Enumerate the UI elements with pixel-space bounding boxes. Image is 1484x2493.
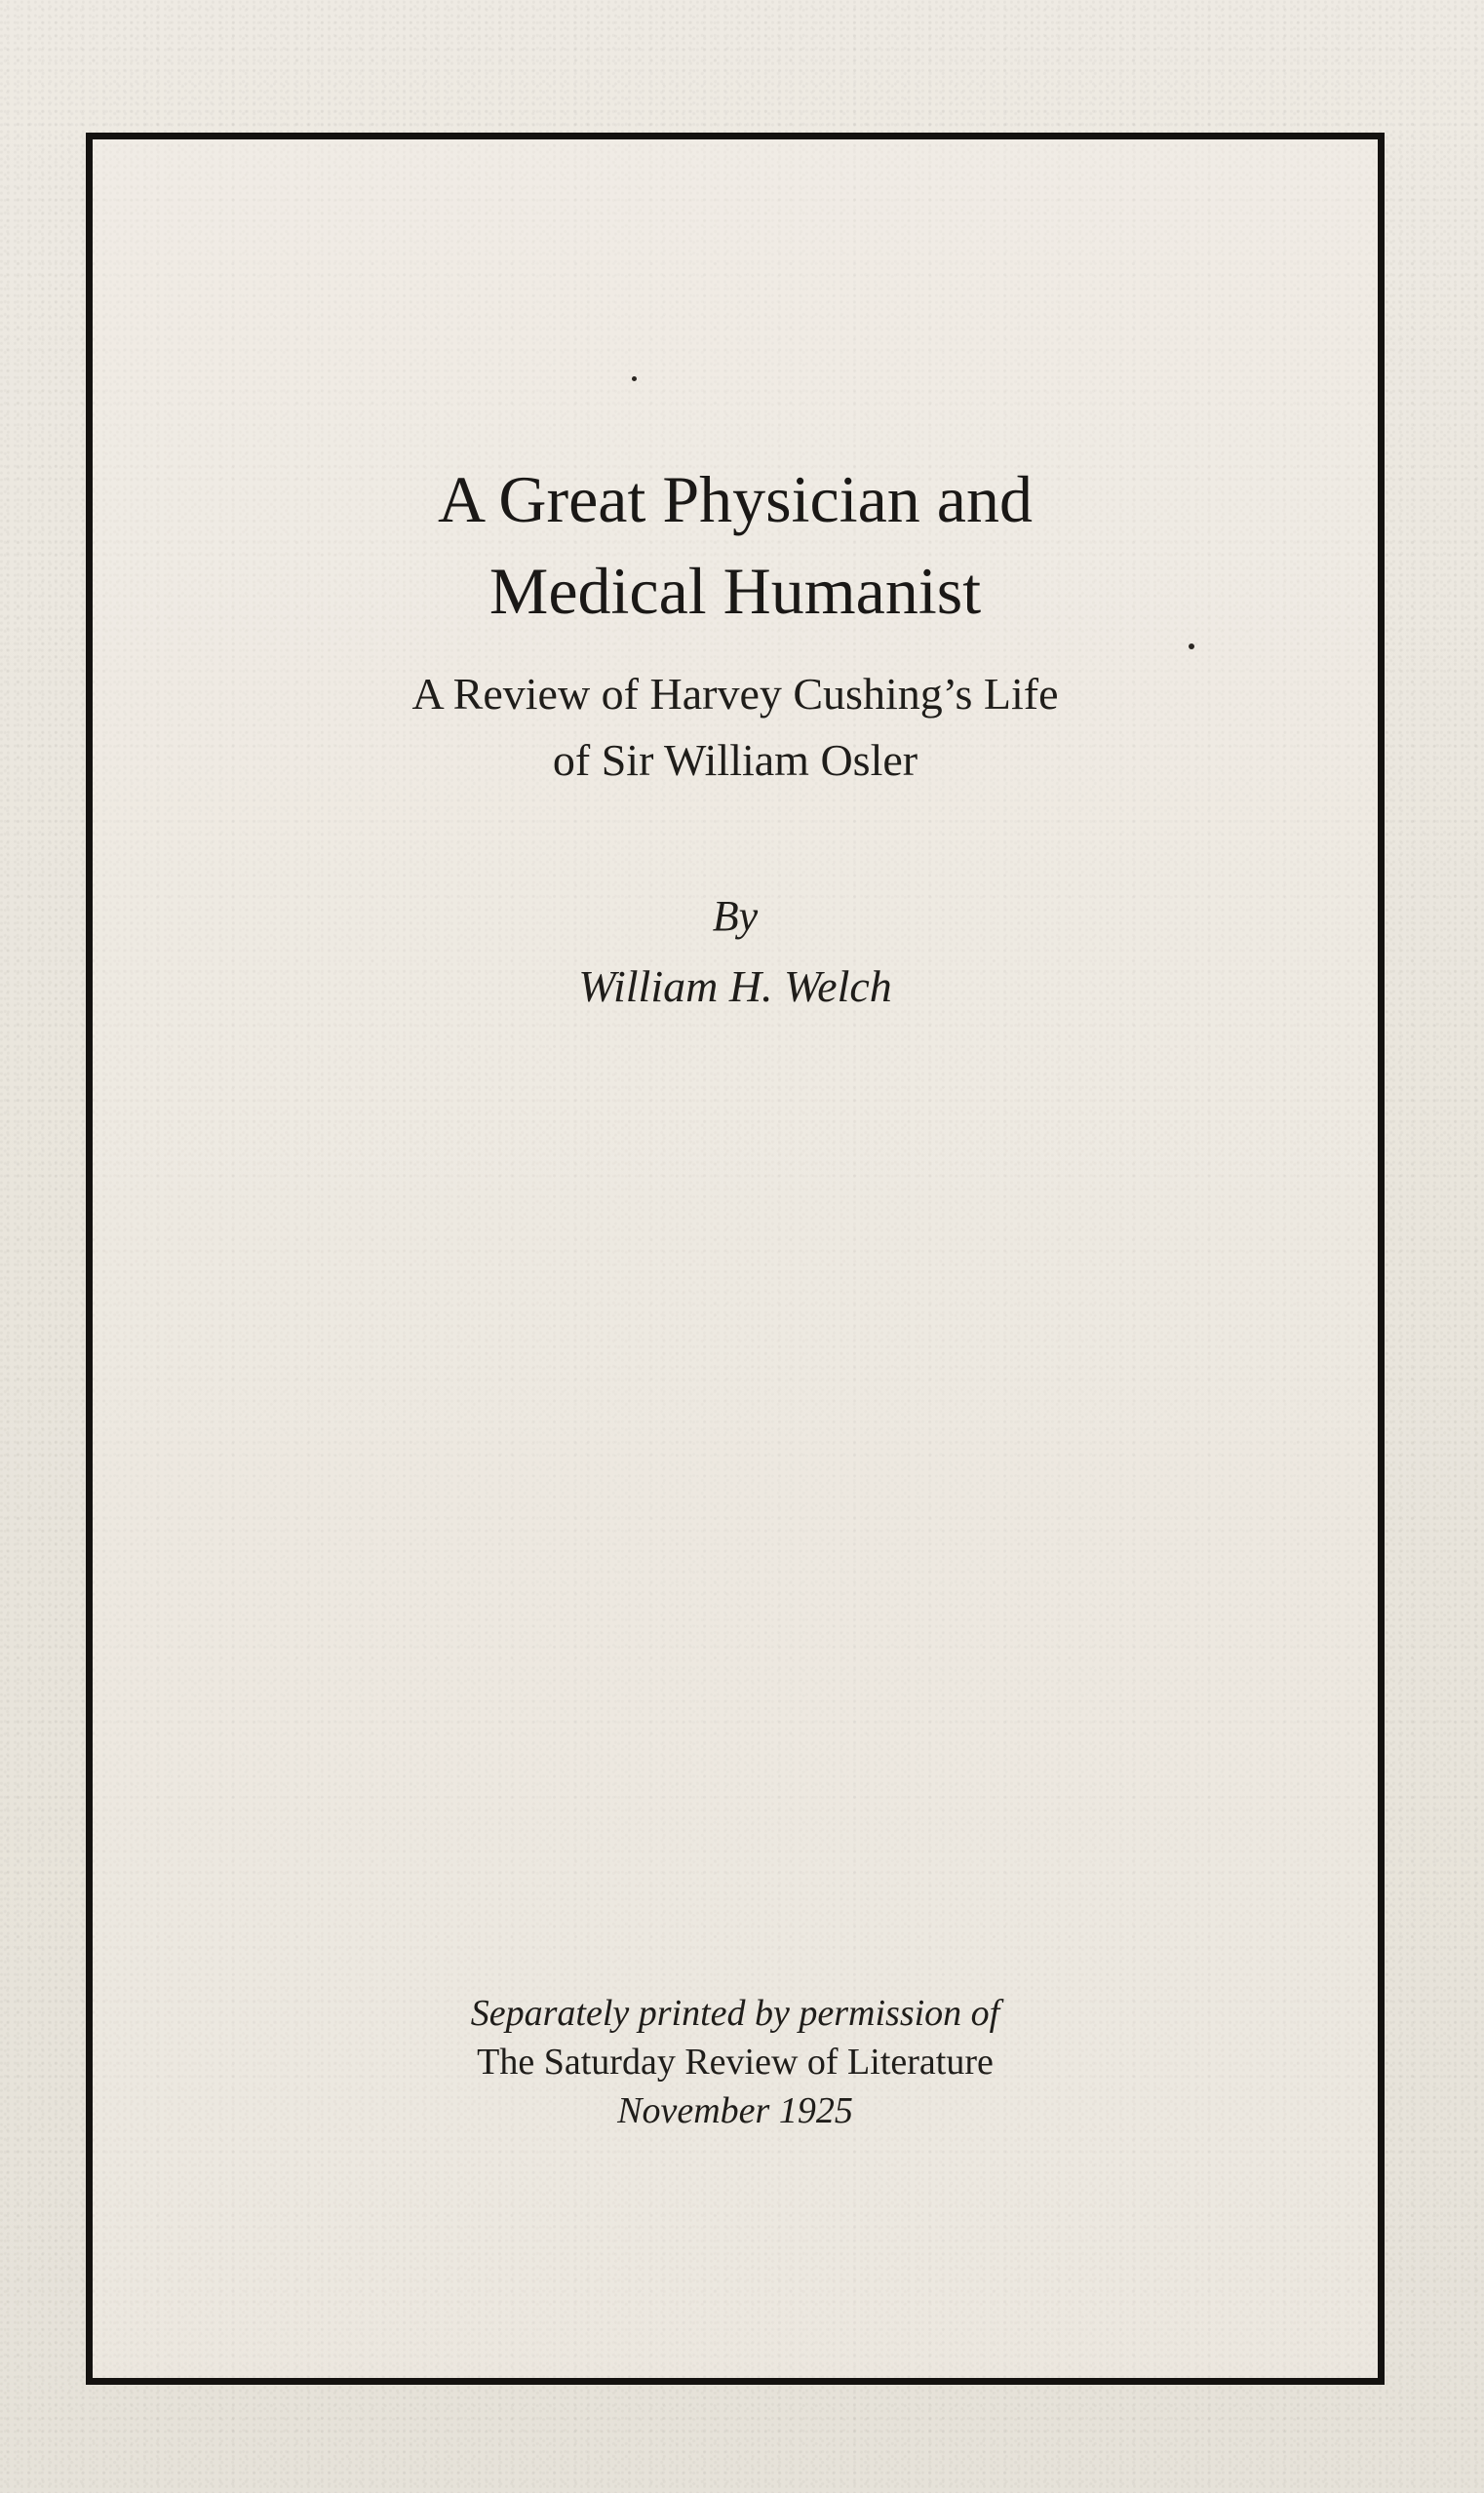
- byline-block: [86, 881, 1385, 1022]
- subtitle-line-2: of Sir William Osler: [552, 735, 918, 785]
- imprint-block: [86, 1989, 1385, 2135]
- title-block: [86, 453, 1385, 637]
- ink-speck: [632, 376, 637, 381]
- ink-speck: [1189, 643, 1194, 649]
- imprint-permission-line: Separately printed by permission of: [470, 1993, 1000, 2034]
- title-line-1: A Great Physician and: [438, 462, 1033, 536]
- subtitle-line-1: A Review of Harvey Cushing’s Life: [411, 669, 1059, 719]
- title-line-2: Medical Humanist: [488, 554, 982, 628]
- by-label: By: [712, 892, 759, 940]
- imprint-publication-line: The Saturday Review of Literature: [477, 2042, 994, 2083]
- imprint-date-line: November 1925: [617, 2090, 853, 2131]
- subtitle-block: [86, 661, 1385, 794]
- author-name: William H. Welch: [578, 961, 892, 1011]
